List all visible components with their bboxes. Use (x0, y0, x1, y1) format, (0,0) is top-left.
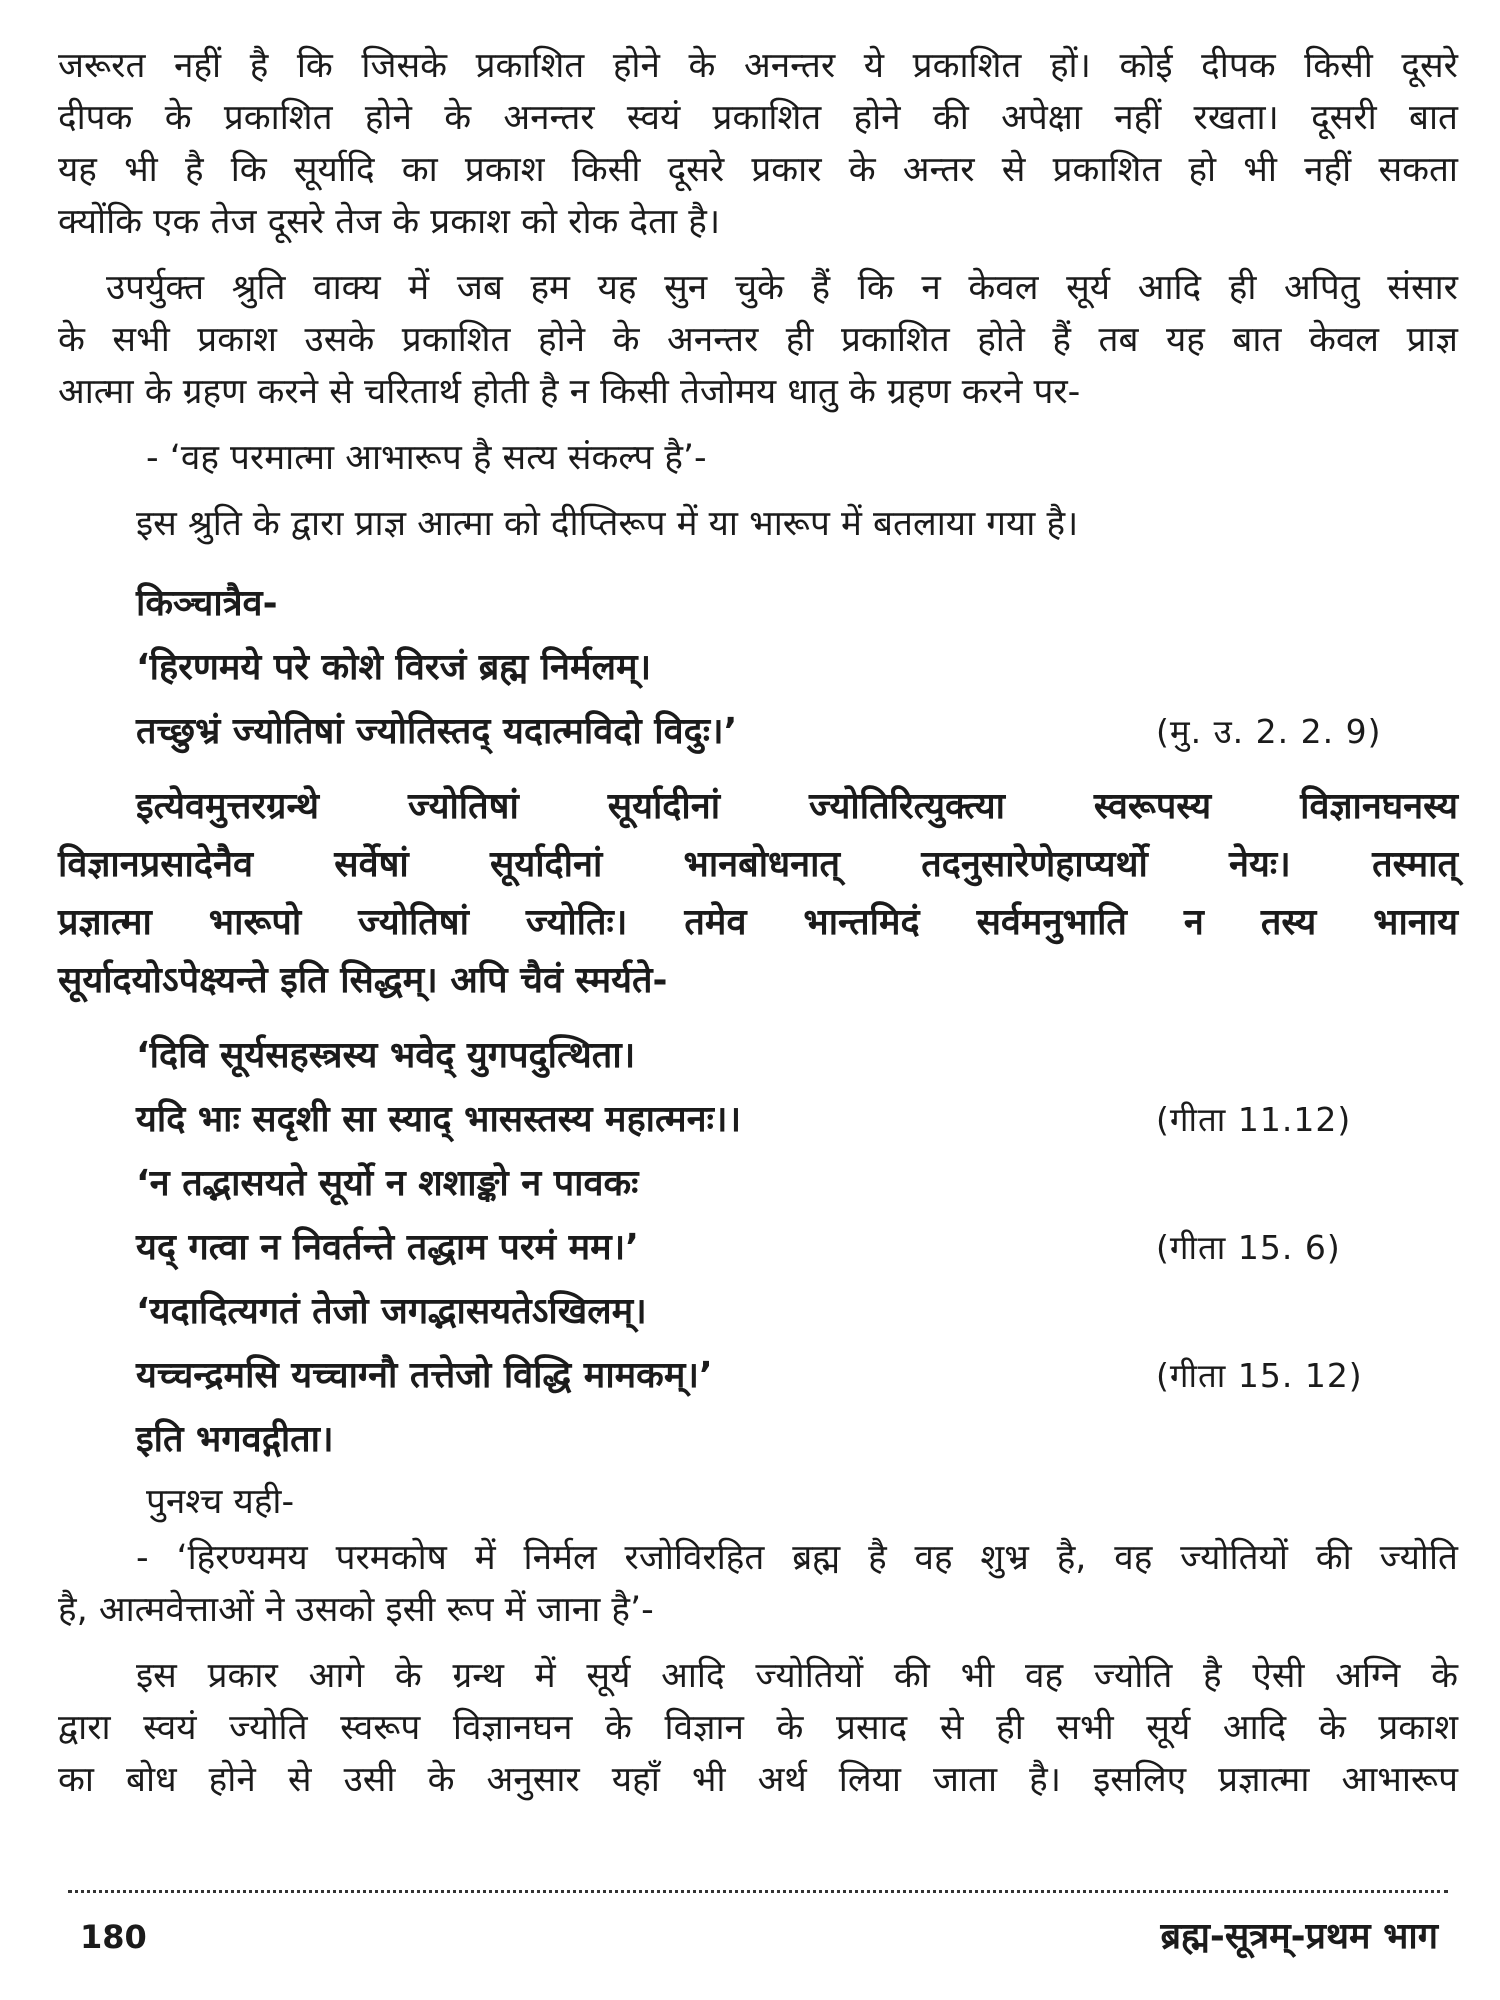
sanskrit-commentary (58, 778, 1458, 1010)
verse-gita-15-12-line-2 (136, 1344, 1458, 1408)
text-line: इस प्रकार आगे के ग्रन्थ में सूर्य आदि ज्योतियों की भी वह ज्योति है ऐसी अग्नि के (136, 1656, 1458, 1696)
text-line: उपर्युक्त श्रुति वाक्य में जब हम यह सुन चुके हैं कि न केवल सूर्य आदि ही अपितु संसार (106, 268, 1458, 308)
verse-gita-11-12-line-1: ‘दिवि सूर्यसहस्त्रस्य भवेद् युगपदुत्थिता। (136, 1035, 636, 1076)
text-line: जरूरत नहीं है कि जिसके प्रकाशित होने के अनन्तर ये प्रकाशित हों। कोई दीपक किसी दूसरे (58, 46, 1458, 86)
paragraph-last (58, 1650, 1458, 1806)
paragraph-2 (58, 262, 1458, 418)
verse-gita-15-12-line-1: ‘यदादित्यगतं तेजो जगद्भासयतेऽखिलम्। (136, 1291, 647, 1332)
verse-reference: (गीता 15. 12) (1156, 1356, 1363, 1395)
verse-gita-15-6-line-2 (136, 1216, 1458, 1280)
verse-reference: (गीता 15. 6) (1156, 1228, 1341, 1267)
text-line: है, आत्मवेत्ताओं ने उसको इसी रूप में जाना है’- (58, 1590, 654, 1630)
text-line: द्वारा स्वयं ज्योति स्वरूप विज्ञानघन के विज्ञान के प्रसाद से ही सभी सूर्य आदि के प्रकाश (58, 1708, 1458, 1748)
kinchatraiva-heading: किञ्चात्रैव- (136, 583, 278, 624)
text-line: क्योंकि एक तेज दूसरे तेज के प्रकाश को रोक देता है। (58, 202, 721, 242)
verse-text: यद् गत्वा न निवर्तन्ते तद्धाम परमं मम।’ (136, 1227, 639, 1268)
page-number: 180 (80, 1918, 147, 1956)
punashcha-line: पुनश्च यही- (146, 1482, 295, 1522)
text-line: का बोध होने से उसी के अनुसार यहाँ भी अर्थ लिया जाता है। इसलिए प्रज्ञात्मा आभारूप (58, 1760, 1458, 1800)
text-line: आत्मा के ग्रहण करने से चरितार्थ होती है न किसी तेजोमय धातु के ग्रहण करने पर- (58, 372, 1081, 412)
book-page (58, 40, 1458, 1970)
verse-mundaka-line-1: ‘हिरणमये परे कोशे विरजं ब्रह्म निर्मलम्। (136, 647, 652, 688)
quote-shruti: - ‘वह परमात्मा आभारूप है सत्य संकल्प है’- (146, 438, 707, 478)
verse-reference: (मु. उ. 2. 2. 9) (1156, 712, 1382, 751)
shruti-explanation: इस श्रुति के द्वारा प्राज्ञ आत्मा को दीप्तिरूप में या भारूप में बतलाया गया है। (136, 504, 1079, 544)
verse-gita-11-12-line-2 (136, 1088, 1458, 1152)
verse-text: यदि भाः सदृशी सा स्याद् भासस्तस्य महात्मनः।। (136, 1099, 742, 1140)
iti-bhagavadgita: इति भगवद्गीता। (136, 1419, 334, 1460)
text-line: के सभी प्रकाश उसके प्रकाशित होने के अनन्तर ही प्रकाशित होते हैं तब यह बात केवल प्राज्ञ (58, 320, 1458, 360)
verse-gita-15-6-line-1: ‘न तद्भासयते सूर्यो न शशाङ्को न पावकः (136, 1163, 639, 1204)
text-line: - ‘हिरण्यमय परमकोष में निर्मल रजोविरहित ब्रह्म है वह शुभ्र है, वह ज्योतियों की ज्योति (136, 1538, 1458, 1578)
text-line: सूर्यादयोऽपेक्ष्यन्ते इति सिद्धम्। अपि चैवं स्मर्यते- (58, 960, 668, 1001)
verse-text: तच्छुभ्रं ज्योतिषां ज्योतिस्तद् यदात्मविदो विदुः।’ (136, 711, 738, 752)
text-line: इत्येवमुत्तरग्रन्थे ज्योतिषां सूर्यादीनां ज्योतिरित्युक्त्या स्वरूपस्य विज्ञानघनस्य (136, 786, 1458, 827)
verse-mundaka-line-2 (136, 700, 1458, 764)
footer-divider (68, 1890, 1448, 1893)
paragraph-1 (58, 40, 1458, 248)
running-title: ब्रह्म-सूत्रम्-प्रथम भाग (1160, 1916, 1438, 1957)
verse-reference: (गीता 11.12) (1156, 1100, 1352, 1139)
text-line: प्रज्ञात्मा भारूपो ज्योतिषां ज्योतिः। तमेव भान्तमिदं सर्वमनुभाति न तस्य भानाय (58, 902, 1458, 943)
text-line: यह भी है कि सूर्यादि का प्रकाश किसी दूसरे प्रकार के अन्तर से प्रकाशित हो भी नहीं सकता (58, 150, 1458, 190)
quote-hiranmaya-translation (58, 1532, 1458, 1636)
text-line: विज्ञानप्रसादेनैव सर्वेषां सूर्यादीनां भानबोधनात् तदनुसारेणेहाप्यर्थो नेयः। तस्मात् (58, 844, 1458, 885)
text-line: दीपक के प्रकाशित होने के अनन्तर स्वयं प्रकाशित होने की अपेक्षा नहीं रखता। दूसरी बात (58, 98, 1458, 138)
verse-text: यच्चन्द्रमसि यच्चाग्नौ तत्तेजो विद्धि मामकम्।’ (136, 1355, 713, 1396)
